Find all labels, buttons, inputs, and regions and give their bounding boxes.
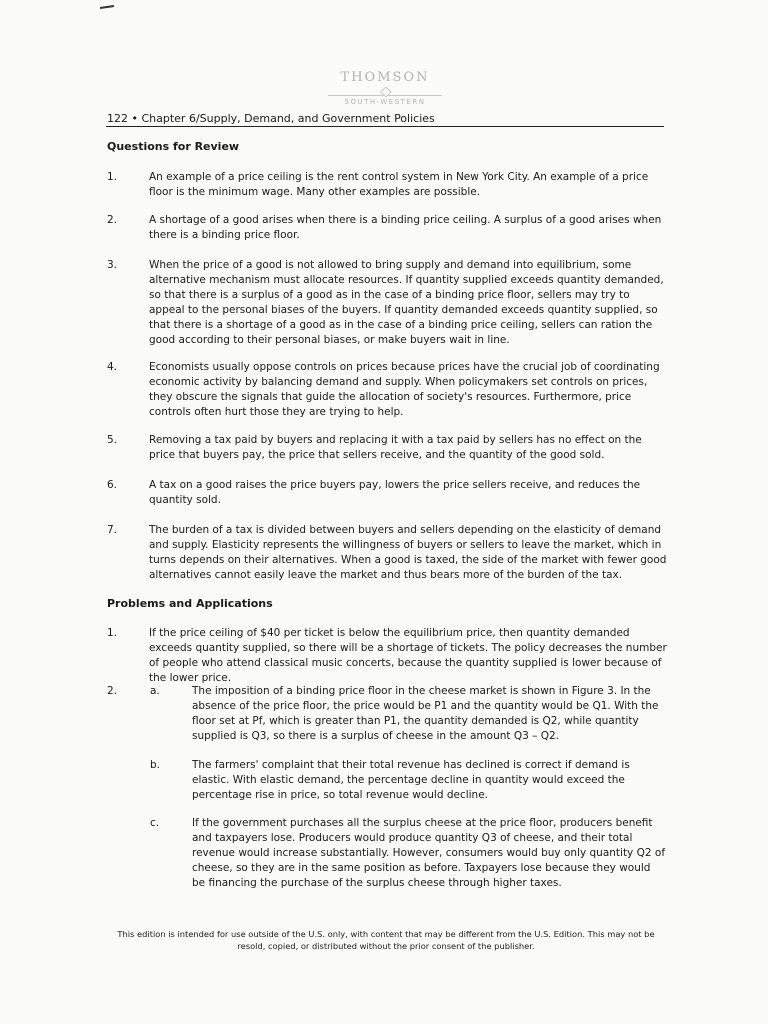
subitem (150, 684, 665, 744)
item-number: 7. (107, 524, 118, 536)
subitem-letter: c. (150, 817, 160, 829)
review-item (107, 360, 667, 420)
subitem-letter: b. (150, 759, 161, 771)
scan-mark (100, 5, 114, 9)
item-text: A tax on a good raises the price buyers pay, lowers the price sellers receive, and reduces the quantity sold. (149, 479, 641, 506)
problems-section-title: Problems and Applications (107, 597, 273, 610)
item-number: 1. (107, 171, 118, 183)
item-text: The burden of a tax is divided between buyers and sellers depending on the elasticity of demand and supply. Elasticity represents the willingness of buyers or sellers to leave the market, which in turns depends on their alternatives. When a good is taxed, the side of the market with fewer good alternatives cannot easily leave the market and thus bears more of the burden of the tax. (149, 524, 667, 581)
item-text: When the price of a good is not allowed to bring supply and demand into equilibrium, some alternative mechanism must allocate resources. If quantity supplied exceeds quantity demanded, so that there is a surplus of a good as in the case of a binding price floor, sellers may try to appeal to the personal biases of the buyers. If quantity demanded exceeds quantity supplied, so that there is a shortage of a good as in the case of a binding price ceiling, sellers can ration the good according to their personal biases, or make buyers wait in line. (149, 259, 664, 346)
item-number: 2. (107, 214, 118, 226)
publisher-logo (300, 70, 470, 106)
review-item (107, 433, 667, 463)
subitem (150, 758, 665, 803)
review-item (107, 213, 667, 243)
running-head: 122 • Chapter 6/Supply, Demand, and Government Policies (107, 112, 435, 125)
item-number: 5. (107, 434, 118, 446)
subitem-letter: a. (150, 685, 160, 697)
review-item (107, 258, 667, 348)
item-text: An example of a price ceiling is the rent control system in New York City. An example of a price floor is the minimum wage. Many other examples are possible. (149, 171, 649, 198)
item-number: 1. (107, 627, 118, 639)
subitem-text: The farmers' complaint that their total revenue has declined is correct if demand is elastic. With elastic demand, the percentage decline in quantity would exceed the percentage rise in price, so total revenue would decline. (192, 759, 630, 801)
item-text: Removing a tax paid by buyers and replacing it with a tax paid by sellers has no effect on the price that buyers pay, the price that sellers receive, and the quantity of the good sold. (149, 434, 642, 461)
problem-item (107, 626, 667, 686)
footer-notice: This edition is intended for use outside of the U.S. only, with content that may be different from the U.S. Edition. This may not be resold, copied, or distributed without the prior consent of the publisher. (117, 929, 655, 951)
item-text: If the price ceiling of $40 per ticket is below the equilibrium price, then quantity demanded exceeds quantity supplied, so there will be a shortage of tickets. The policy decreases the number of people who attend classical music concerts, because the quantity supplied is lower because of the lower price. (149, 627, 667, 684)
logo-sub-text: SOUTH-WESTERN (344, 98, 426, 106)
subitem (150, 816, 665, 891)
subitem-text: If the government purchases all the surplus cheese at the price floor, producers benefit and taxpayers lose. Producers would produce quantity Q3 of cheese, and their total revenue would increase substantially. However, consumers would buy only quantity Q2 of cheese, so they are in the same position as before. Taxpayers lose because they would be financing the purchase of the surplus cheese through higher taxes. (192, 817, 666, 889)
item-text: Economists usually oppose controls on prices because prices have the crucial job of coordinating economic activity by balancing demand and supply. When policymakers set controls on prices, they obscure the signals that guide the allocation of society's resources. Furthermore, price controls often hurt those they are trying to help. (149, 361, 660, 418)
item-number: 3. (107, 259, 118, 271)
subitem-text: The imposition of a binding price floor in the cheese market is shown in Figure 3. In the absence of the price floor, the price would be P1 and the quantity would be Q1. With the floor set at Pf, which is greater than P1, the quantity demanded is Q2, while quantity supplied is Q3, so there is a surplus of cheese in the amount Q3 – Q2. (192, 685, 659, 742)
review-item (107, 170, 667, 200)
item-number: 6. (107, 479, 118, 491)
item-text: A shortage of a good arises when there is a binding price ceiling. A surplus of a good arises when there is a binding price floor. (149, 214, 662, 241)
item-number: 4. (107, 361, 118, 373)
review-item (107, 523, 667, 583)
logo-main-text: THOMSON (340, 70, 430, 85)
logo-ornament-icon (328, 87, 442, 96)
review-section-title: Questions for Review (107, 140, 240, 153)
header-divider (106, 126, 664, 127)
item-number: 2. (107, 685, 118, 697)
review-item (107, 478, 667, 508)
